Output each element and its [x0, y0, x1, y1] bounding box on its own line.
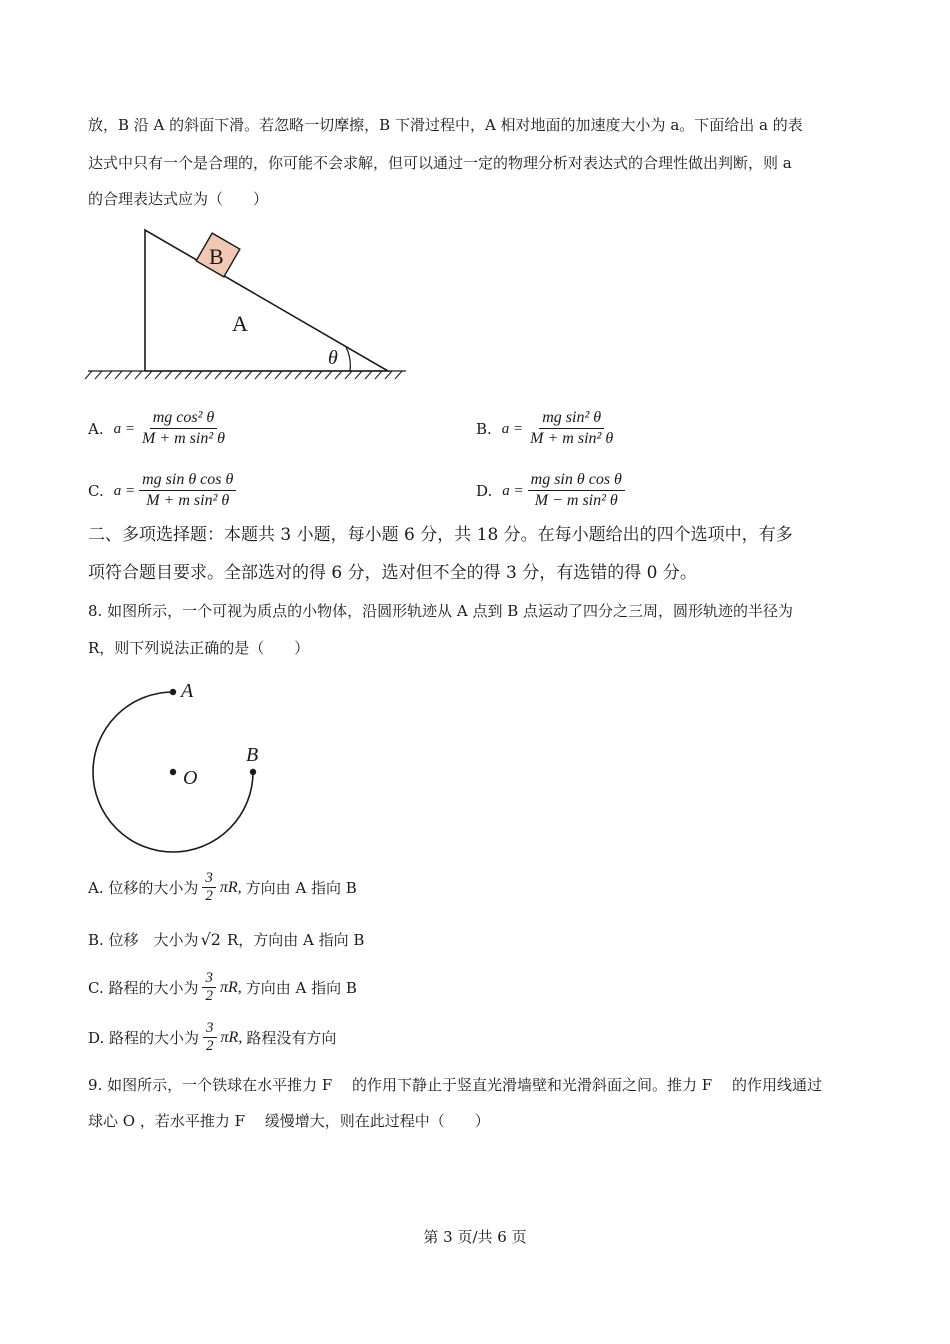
label-theta: θ	[328, 347, 338, 369]
section2-heading-line-1: 二、多项选择题：本题共 3 小题，每小题 6 分，共 18 分。在每小题给出的四个选项中，有多	[88, 525, 793, 545]
option-lhs: a =	[113, 482, 136, 499]
sqrt-2: √2	[200, 930, 221, 949]
option-text: 方向由 A 指向 B	[245, 978, 357, 997]
hatch-mark	[385, 371, 392, 379]
hatch-mark	[155, 371, 162, 379]
q9-text-line-2: 球心 O ，若水平推力 F 缓慢增大，则在此过程中（ ）	[88, 1112, 490, 1130]
q7-text-line-1: 放，B 沿 A 的斜面下滑。若忽略一切摩擦，B 下滑过程中，A 相对地面的加速度大小为 a。下面给出 a 的表	[88, 116, 803, 134]
hatch-mark	[325, 371, 332, 379]
option-letter: A.	[88, 419, 104, 438]
hatch-mark	[355, 371, 362, 379]
hatch-mark	[265, 371, 272, 379]
hatch-mark	[295, 371, 302, 379]
label-B: B	[246, 744, 259, 766]
hatch-mark	[215, 371, 222, 379]
section2-heading-line-2: 项符合题目要求。全部选对的得 6 分，选对但不全的得 3 分，有选错的得 0 分。	[88, 563, 697, 583]
option-letter: B.	[476, 419, 492, 438]
point-B-dot	[250, 769, 256, 775]
option-lhs: a =	[113, 420, 135, 437]
fraction-denominator: 2	[205, 888, 213, 904]
option-text: C. 路程的大小为	[88, 978, 199, 997]
option-lhs: a =	[501, 420, 524, 437]
option-letter: C.	[88, 481, 104, 500]
q7-text-line-3: 的合理表达式应为（ ）	[88, 190, 269, 208]
page-footer: 第 3 页/共 6 页	[423, 1228, 527, 1246]
label-B: B	[209, 244, 224, 269]
point-A-dot	[170, 689, 176, 695]
hatch-mark	[245, 371, 252, 379]
hatch-mark	[175, 371, 182, 379]
option-letter: D.	[476, 481, 493, 500]
pi-R: πR,	[219, 978, 242, 996]
hatch-mark	[135, 371, 142, 379]
label-A: A	[232, 311, 248, 336]
q8-option-b[interactable]	[88, 930, 364, 950]
option-text: 方向由 A 指向 B	[245, 878, 357, 897]
fraction-denominator: M + m sin² θ	[141, 430, 225, 447]
fraction-numerator: mg sin θ cos θ	[528, 470, 625, 491]
fraction-denominator: M + m sin² θ	[530, 430, 614, 447]
hatch-mark	[195, 371, 202, 379]
hatch-mark	[125, 371, 132, 379]
incline-figure	[88, 225, 418, 385]
hatch-mark	[235, 371, 242, 379]
hatch-mark	[115, 371, 122, 379]
fraction-numerator: 3	[202, 870, 216, 888]
hatch-mark	[305, 371, 312, 379]
fraction-denominator: 2	[205, 988, 213, 1004]
hatch-mark	[395, 371, 402, 379]
hatch-mark	[105, 371, 112, 379]
label-A: A	[181, 680, 194, 702]
angle-arc	[346, 347, 350, 371]
option-text: D. 路程的大小为	[88, 1028, 200, 1047]
fraction-numerator: mg cos² θ	[150, 408, 218, 429]
hatch-mark	[345, 371, 352, 379]
incline-wedge-A	[145, 230, 388, 371]
hatch-mark	[185, 371, 192, 379]
fraction-numerator: mg sin θ cos θ	[139, 470, 236, 491]
fraction-denominator: 2	[206, 1038, 214, 1054]
hatch-mark	[205, 371, 212, 379]
q7-option-b[interactable]	[476, 408, 620, 449]
q7-text-line-2: 达式中只有一个是合理的，你可能不会求解，但可以通过一定的物理分析对表达式的合理性做出判断，则 a	[88, 154, 792, 172]
option-text: A. 位移的大小为	[88, 878, 199, 897]
q7-option-c[interactable]	[88, 470, 240, 511]
hatch-mark	[285, 371, 292, 379]
circle-track-figure	[88, 675, 288, 865]
q8-option-a[interactable]	[88, 870, 357, 905]
hatch-mark	[335, 371, 342, 379]
center-O-dot	[170, 769, 176, 775]
option-text: B. 位移 大小为	[88, 931, 199, 949]
fraction-denominator: M + m sin² θ	[146, 492, 230, 509]
hatch-mark	[365, 371, 372, 379]
q9-text-line-1: 9. 如图所示，一个铁球在水平推力 F 的作用下静止于竖直光滑墙壁和光滑斜面之间。推力 F 的作用线通过	[88, 1076, 822, 1094]
fraction-denominator: M − m sin² θ	[534, 492, 618, 509]
label-O: O	[183, 767, 198, 789]
option-text: 路程没有方向	[246, 1028, 337, 1047]
hatch-mark	[165, 371, 172, 379]
hatch-mark	[275, 371, 282, 379]
hatch-mark	[255, 371, 262, 379]
fraction-numerator: 3	[203, 1020, 217, 1038]
fraction-numerator: 3	[202, 970, 216, 988]
hatch-mark	[145, 371, 152, 379]
pi-R: πR,	[219, 878, 242, 896]
hatch-mark	[375, 371, 382, 379]
q8-option-d[interactable]	[88, 1020, 336, 1055]
hatch-mark	[95, 371, 102, 379]
fraction-numerator: mg sin² θ	[539, 408, 604, 429]
q8-text-line-2: R，则下列说法正确的是（ ）	[88, 639, 310, 657]
option-lhs: a =	[502, 482, 524, 499]
pi-R: πR,	[220, 1028, 243, 1046]
q7-option-d[interactable]	[476, 470, 629, 511]
q7-option-a[interactable]	[88, 408, 232, 449]
option-text: R，方向由 A 指向 B	[226, 931, 365, 949]
q8-text-line-1: 8. 如图所示，一个可视为质点的小物体，沿圆形轨迹从 A 点到 B 点运动了四分之三周，圆形轨迹的半径为	[88, 602, 794, 620]
hatch-mark	[315, 371, 322, 379]
hatch-mark	[225, 371, 232, 379]
q8-option-c[interactable]	[88, 970, 357, 1005]
hatch-mark	[85, 371, 92, 379]
